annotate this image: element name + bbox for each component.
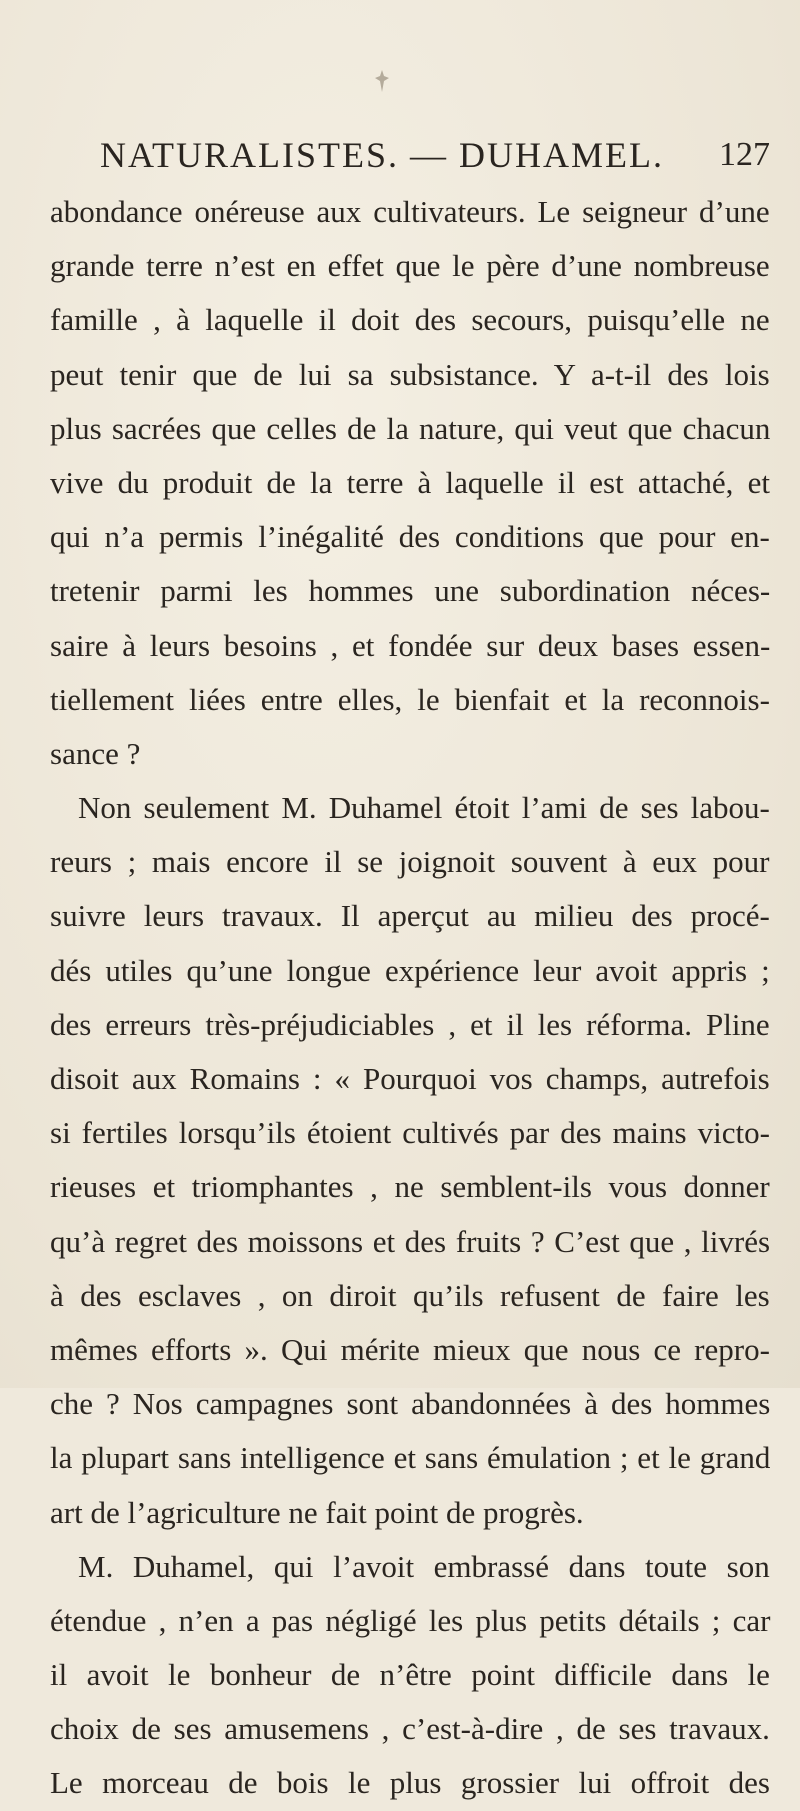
text-line: sance ? xyxy=(50,735,141,771)
text-line: des erreurs très-préjudiciables , et il les réforma. Pline xyxy=(50,1006,770,1042)
running-head: NATURALISTES. — DUHAMEL. xyxy=(100,135,664,175)
text-line: dés utiles qu’une longue expérience leur avoit appris ; xyxy=(50,952,770,988)
text-line: si fertiles lorsqu’ils étoient cultivés par des mains victo- xyxy=(50,1115,770,1151)
text-line: grande terre n’est en effet que le père d’une nombreuse xyxy=(50,248,770,284)
text-line: tiellement liées entre elles, le bienfait et la reconnois- xyxy=(50,681,770,717)
text-line: plus sacrées que celles de la nature, qui veut que chacun xyxy=(50,410,771,446)
text-line: vive du produit de la terre à laquelle il est attaché, et xyxy=(50,464,771,500)
text-line: qu’à regret des moissons et des fruits ? C’est que , livrés xyxy=(50,1223,771,1259)
text-line: famille , à laquelle il doit des secours, puisqu’elle ne xyxy=(50,302,770,338)
page-header xyxy=(100,130,770,180)
text-line: rieuses et triomphantes , ne semblent-ils vous donner xyxy=(50,1169,770,1205)
text-line: étendue , n’en a pas négligé les plus petits détails ; car xyxy=(50,1602,771,1638)
text-line: Non seulement M. Duhamel étoit l’ami de ses labou- xyxy=(78,790,770,826)
text-line: mêmes efforts ». Qui mérite mieux que nous ce repro- xyxy=(50,1331,770,1367)
body-text xyxy=(50,185,770,1811)
text-line: choix de ses amusemens , c’est-à-dire , de ses travaux. xyxy=(50,1711,770,1747)
text-line: M. Duhamel, qui l’avoit embrassé dans toute son xyxy=(78,1548,770,1584)
page-number: 127 xyxy=(719,136,770,173)
text-line: la plupart sans intelligence et sans émulation ; et le grand xyxy=(50,1440,771,1476)
text-line: saire à leurs besoins , et fondée sur deux bases essen- xyxy=(50,627,771,663)
text-line: il avoit le bonheur de n’être point difficile dans le xyxy=(50,1657,770,1693)
text-line: abondance onéreuse aux cultivateurs. Le seigneur d’une xyxy=(50,194,770,229)
text-line: peut tenir que de lui sa subsistance. Y a-t-il des lois xyxy=(50,356,770,392)
text-line: à des esclaves , on diroit qu’ils refusent de faire les xyxy=(50,1277,770,1313)
text-line: disoit aux Romains : « Pourquoi vos champs, autrefois xyxy=(50,1061,770,1096)
text-line: Le morceau de bois le plus grossier lui offroit des xyxy=(50,1765,770,1801)
text-line: che ? Nos campagnes sont abandonnées à des hommes xyxy=(50,1386,771,1422)
text-line: suivre leurs travaux. Il aperçut au milieu des procé- xyxy=(50,898,770,934)
printer-ornament-icon xyxy=(375,70,389,92)
text-line: art de l’agriculture ne fait point de progrès. xyxy=(50,1494,584,1530)
text-line: qui n’a permis l’inégalité des conditions que pour en- xyxy=(50,519,770,555)
text-line: tretenir parmi les hommes une subordination néces- xyxy=(50,573,771,609)
text-line: reurs ; mais encore il se joignoit souvent à eux pour xyxy=(50,844,770,880)
